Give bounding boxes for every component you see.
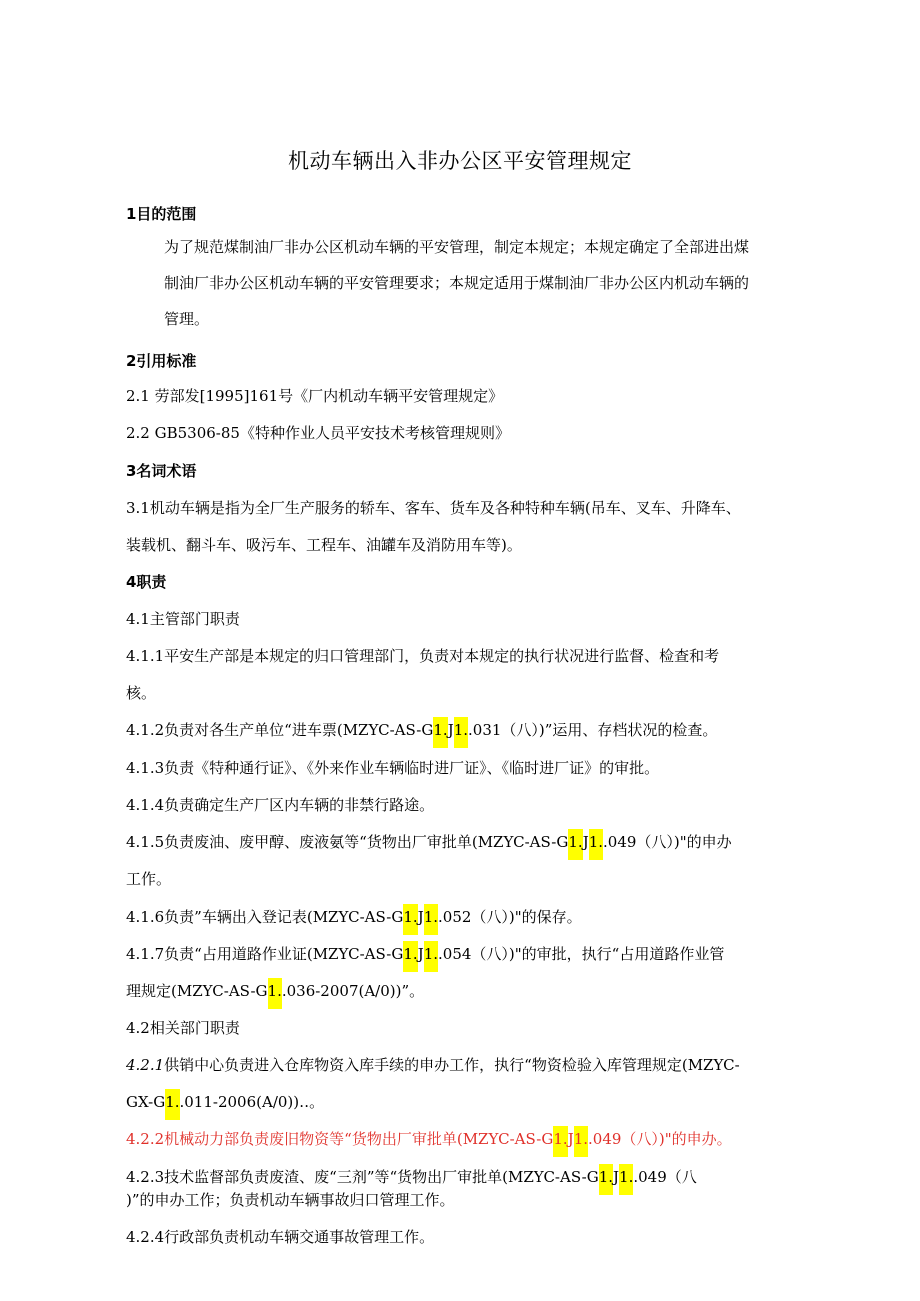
paragraph-line: 4.1.6负责”车辆出入登记表(MZYC-AS-G1.J1..052（八）)"的保存。 (126, 906, 582, 927)
highlight-mark: 1. (574, 1126, 588, 1157)
paragraph-line: 制油厂非办公区机动车辆的平安管理要求；本规定适用于煤制油厂非办公区内机动车辆的 (164, 274, 750, 292)
highlight-mark: 1. (568, 829, 582, 860)
paragraph-line: 工作。 (126, 870, 172, 888)
subsection-heading: 4.2相关部门职责 (126, 1019, 240, 1037)
section-heading-duties: 4职责 (126, 573, 167, 591)
paragraph-line: 4.2.4行政部负责机动车辆交通事故管理工作。 (126, 1228, 435, 1246)
paragraph-line: 理规定(MZYC-AS-G1..036-2007(A/0))”。 (126, 980, 424, 1001)
paragraph-line: GX-G1..011-2006(A/0))‥。 (126, 1091, 324, 1112)
paragraph-line: 管理。 (164, 310, 210, 328)
section-heading-purpose: 1目的范围 (126, 205, 197, 223)
paragraph-line: 3.1机动车辆是指为全厂生产服务的轿车、客车、货车及各种特种车辆(吊车、叉车、升降车、 (126, 499, 741, 517)
reference-item: 2.1 劳部发[1995]161号《厂内机动车辆平安管理规定》 (126, 387, 504, 405)
paragraph-line: 4.1.1平安生产部是本规定的归口管理部门，负责对本规定的执行状况进行监督、检查和考 (126, 647, 720, 665)
highlight-mark: 1. (165, 1089, 179, 1120)
paragraph-line: 4.1.4负责确定生产厂区内车辆的非禁行路途。 (126, 796, 435, 814)
reference-item: 2.2 GB5306-85《特种作业人员平安技术考核管理规则》 (126, 424, 510, 442)
highlight-mark: 1. (589, 829, 603, 860)
subsection-heading: 4.1主管部门职责 (126, 610, 240, 628)
highlight-mark: 1. (433, 717, 447, 748)
highlight-mark: 1. (454, 717, 468, 748)
paragraph-line: 4.1.2负责对各生产单位“进车票(MZYC-AS-G1.J1..031（八）)”运用、存档状况的检查。 (126, 719, 717, 740)
highlight-mark: 1. (619, 1164, 633, 1195)
paragraph-line: 4.2.1供销中心负责进入仓库物资入库手续的申办工作，执行“物资检验入库管理规定(MZYC- (126, 1056, 740, 1074)
paragraph-line: 4.1.7负责“占用道路作业证(MZYC-AS-G1.J1..054（八）)"的审批，执行“占用道路作业管 (126, 943, 724, 964)
highlight-mark: 1. (424, 904, 438, 935)
highlight-mark: 1. (599, 1164, 613, 1195)
paragraph-line: 装载机、翻斗车、吸污车、工程车、油罐车及消防用车等)。 (126, 536, 522, 554)
paragraph-line: 核。 (126, 684, 157, 702)
section-heading-references: 2引用标准 (126, 352, 197, 370)
highlight-mark: 1. (403, 941, 417, 972)
highlight-mark: 1. (553, 1126, 567, 1157)
section-heading-terms: 3名词术语 (126, 462, 197, 480)
paragraph-line: 4.2.3技术监督部负责废渣、废“三剂”等“货物出厂审批单(MZYC-AS-G1.J1..049（八 (126, 1166, 697, 1187)
highlight-mark: 1. (424, 941, 438, 972)
highlight-mark: 1. (268, 978, 282, 1009)
document-title: 机动车辆出入非办公区平安管理规定 (288, 149, 632, 173)
paragraph-line: 4.1.5负责废油、废甲醇、废液氨等“货物出厂审批单(MZYC-AS-G1.J1..049（八）)"的申办 (126, 831, 732, 852)
paragraph-line: 为了规范煤制油厂非办公区机动车辆的平安管理，制定本规定；本规定确定了全部进出煤 (164, 238, 750, 256)
paragraph-line: 4.1.3负责《特种通行证》、《外来作业车辆临时进厂证》、《临时进厂证》的审批。 (126, 759, 660, 777)
paragraph-line: 4.2.2机械动力部负责废旧物资等“货物出厂审批单(MZYC-AS-G1.J1..049（八）)"的申办。 (126, 1128, 732, 1149)
highlight-mark: 1. (403, 904, 417, 935)
paragraph-line: )”的申办工作；负责机动车辆事故归口管理工作。 (126, 1191, 455, 1209)
